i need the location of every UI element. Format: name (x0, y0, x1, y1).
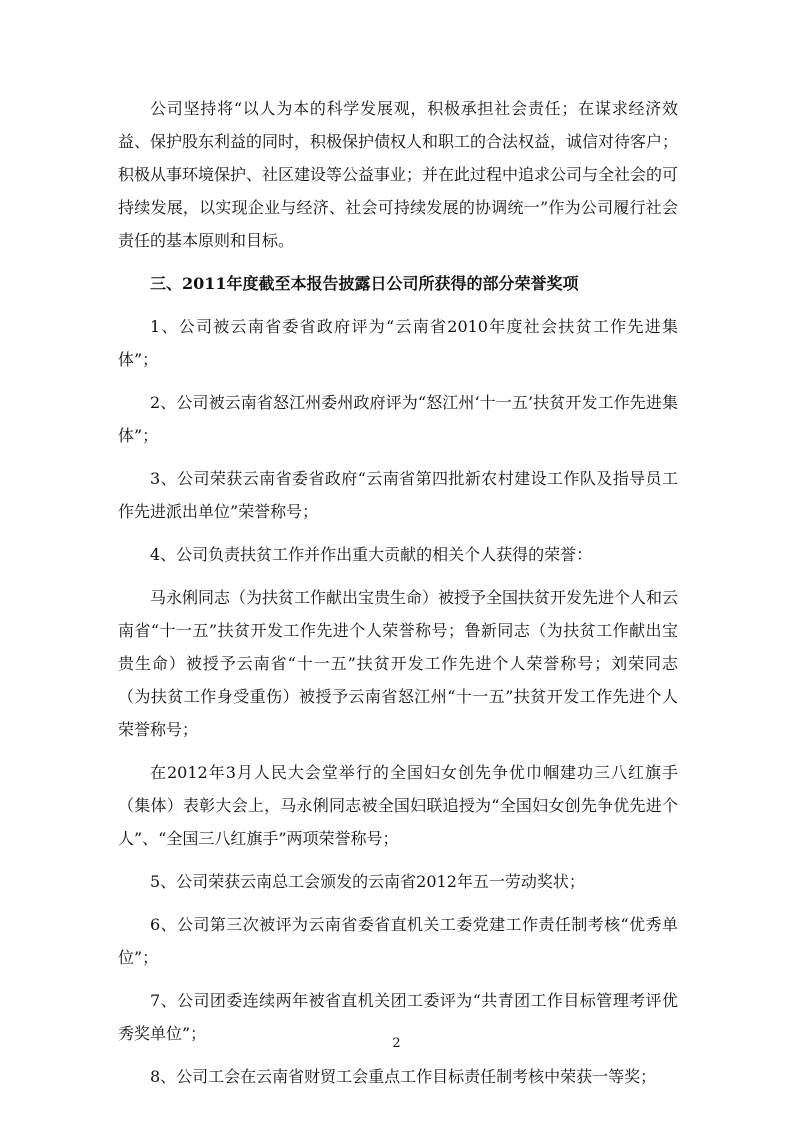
honor-item-8: 8、公司工会在云南省财贸工会重点工作目标责任制考核中荣获一等奖； (150, 1067, 657, 1086)
honor-item-6: 6、公司第三次被评为云南省委省直机关工委党建工作责任制考核“优秀单位”； (118, 915, 678, 967)
honor-item-7: 7、公司团委连续两年被省直机关团工委评为“共青团工作目标管理考评优秀奖单位”； (118, 991, 678, 1043)
honor-item-1: 1、公司被云南省委省政府评为“云南省2010年度社会扶贫工作先进集体”； (118, 317, 678, 369)
section-heading: 三、2011年度截至本报告披露日公司所获得的部分荣誉奖项 (150, 274, 579, 293)
honor-item-3: 3、公司荣获云南省委省政府“云南省第四批新农村建设工作队及指导员工作先进派出单位”荣誉称号； (118, 469, 678, 521)
honor-item-4-detail-ceremony: 在2012年3月人民大会堂举行的全国妇女创先争优巾帼建功三八红旗手（集体）表彰大会上，马永俐同志被全国妇联追授为“全国妇女创先争优先进个人”、“全国三八红旗手”两项荣誉称号； (118, 763, 678, 848)
document-body (118, 92, 678, 1103)
intro-paragraph: 公司坚持将“以人为本的科学发展观，积极承担社会责任；在谋求经济效益、保护股东利益的同时，积极保护债权人和职工的合法权益，诚信对待客户；积极从事环境保护、社区建设等公益事业；并在此过程中追求公司与全社会的可持续发展，以实现企业与经济、社会可持续发展的协调统一”作为公司履行社会责任的基本原则和目标。 (118, 99, 679, 250)
honor-item-2: 2、公司被云南省怒江州委州政府评为“怒江州‘十一五’扶贫开发工作先进集体”； (118, 393, 678, 445)
honor-item-4-detail-individuals: 马永俐同志（为扶贫工作献出宝贵生命）被授予全国扶贫开发先进个人和云南省“十一五”扶贫开发工作先进个人荣誉称号；鲁新同志（为扶贫工作献出宝贵生命）被授予云南省“十一五”扶贫开发工作先进个人荣誉称号；刘荣同志（为扶贫工作身受重伤）被授予云南省怒江州“十一五”扶贫开发工作先进个人荣誉称号； (118, 588, 679, 739)
page-number: 2 (392, 1036, 401, 1051)
honor-item-5: 5、公司荣获云南总工会颁发的云南省2012年五一劳动奖状； (150, 872, 585, 891)
honor-item-4: 4、公司负责扶贫工作并作出重大贡献的相关个人获得的荣誉： (150, 545, 593, 564)
